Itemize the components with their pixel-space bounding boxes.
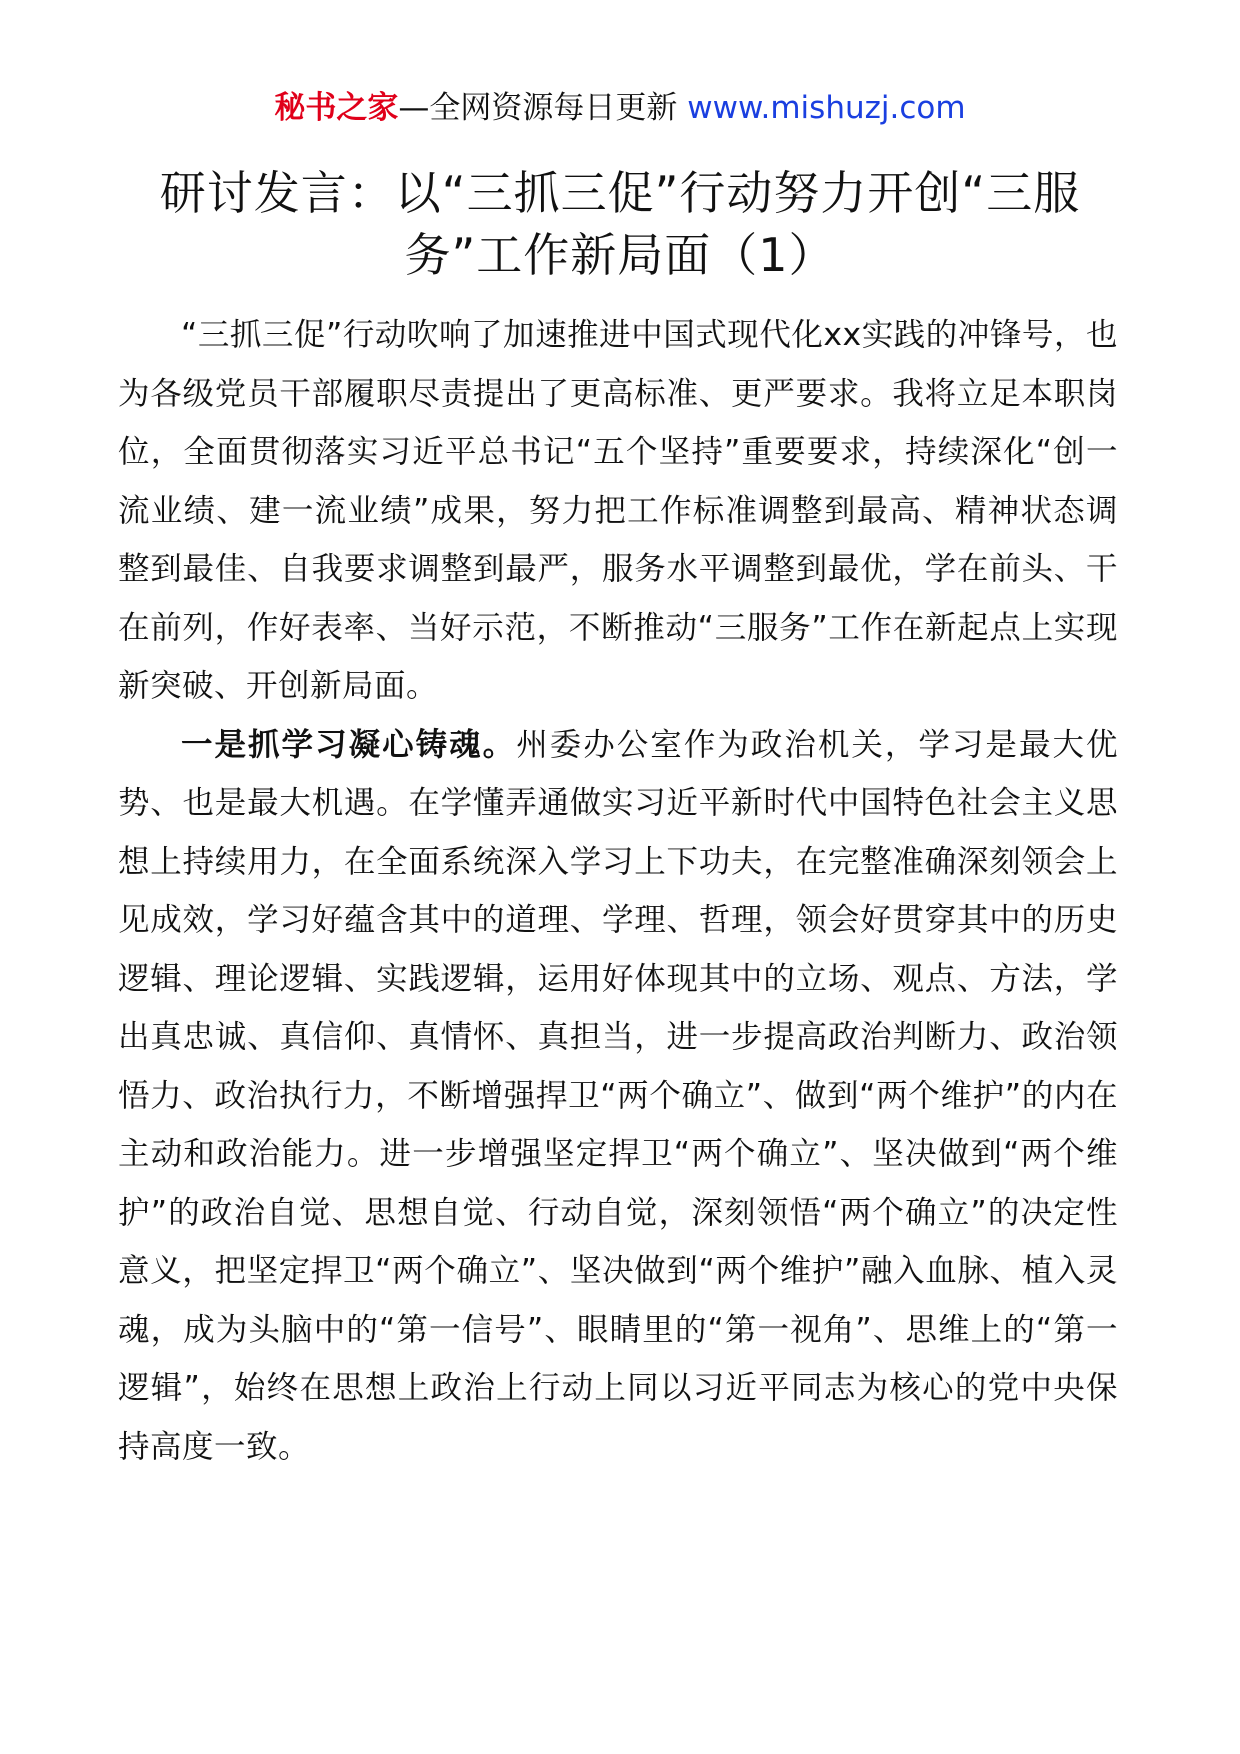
paragraph-text: “三抓三促”行动吹响了加速推进中国式现代化xx实践的冲锋号，也为各级党员干部履职尽责提出了更高标准、更严要求。我将立足本职岗位，全面贯彻落实习近平总书记“五个坚持”重要要求，持续深化“创一流业绩、建一流业绩”成果，努力把工作标准调整到最高、精神状态调整到最佳、自我要求调整到最严，服务水平调整到最优，学在前头、干在前列，作好表率、当好示范，不断推动“三服务”工作在新起点上实现新突破、开创新局面。 — [118, 317, 1118, 704]
paragraph-text: 州委办公室作为政治机关，学习是最大优势、也是最大机遇。在学懂弄通做实习近平新时代中国特色社会主义思想上持续用力，在全面系统深入学习上下功夫，在完整准确深刻领会上见成效，学习好蕴含其中的道理、学理、哲理，领会好贯穿其中的历史逻辑、理论逻辑、实践逻辑，运用好体现其中的立场、观点、方法，学出真忠诚、真信仰、真情怀、真担当，进一步提高政治判断力、政治领悟力、政治执行力，不断增强捍卫“两个确立”、做到“两个维护”的内在主动和政治能力。进一步增强坚定捍卫“两个确立”、坚决做到“两个维护”的政治自觉、思想自觉、行动自觉，深刻领悟“两个确立”的决定性意义，把坚定捍卫“两个确立”、坚决做到“两个维护”融入血脉、植入灵魂，成为头脑中的“第一信号”、眼睛里的“第一视角”、思维上的“第一逻辑”，始终在思想上政治上行动上同以习近平同志为核心的党中央保持高度一致。 — [118, 726, 1118, 1465]
document-title: 研讨发言：以“三抓三促”行动努力开创“三服务”工作新局面（1） — [159, 166, 1081, 282]
site-url-link[interactable]: www.mishuzj.com — [687, 90, 966, 126]
body-paragraph-study — [118, 716, 1118, 1477]
header-tagline: —全网资源每日更新 — [398, 90, 678, 126]
site-header — [0, 88, 1240, 128]
body-paragraph-intro — [118, 306, 1118, 716]
document-body — [118, 306, 1118, 1476]
paragraph-lead: 一是抓学习凝心铸魂。 — [181, 726, 517, 763]
brand-name: 秘书之家 — [274, 90, 399, 126]
